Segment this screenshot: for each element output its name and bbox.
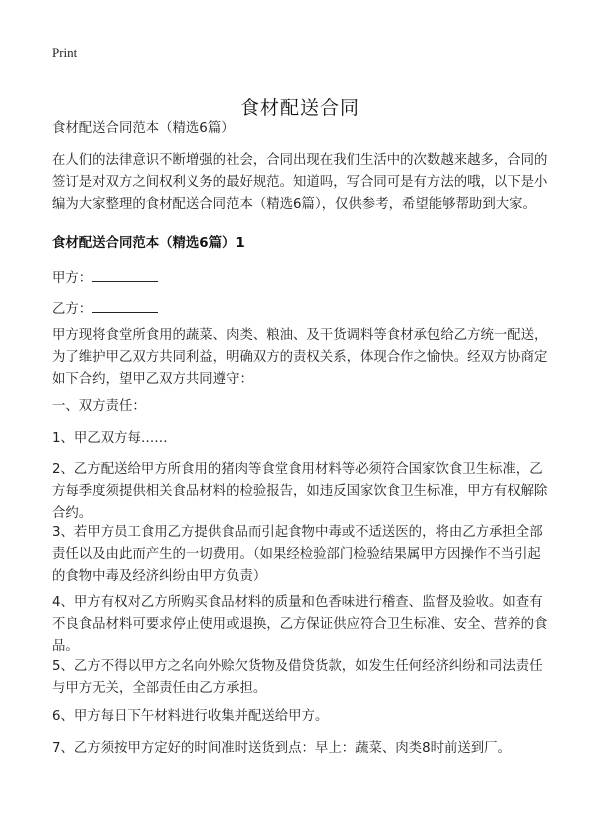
- print-link[interactable]: Print: [52, 45, 78, 60]
- clause-4: 4、甲方有权对乙方所购买食品材料的质量和色香味进行稽查、监督及验收。如查有不良食品材料可要求停止使用或退换，乙方保证供应符合卫生标准、安全、营养的食品。: [52, 595, 548, 654]
- party-a-line: [52, 266, 252, 290]
- intro-paragraph: 在人们的法律意识不断增强的社会，合同出现在我们生活中的次数越来越多，合同的签订是对双方之间权利义务的最好规范。知道吗，写合同可是有方法的哦，以下是小编为大家整理的食材配送合同范本（精选6篇），仅供参考，希望能够帮助到大家。: [52, 153, 548, 212]
- clause-2: 2、乙方配送给甲方所食用的猪肉等食堂食用材料等必须符合国家饮食卫生标准，乙方每季度须提供相关食品材料的检验报告，如违反国家饮食卫生标准，甲方有权解除合约。: [52, 462, 548, 521]
- purpose-paragraph: 甲方现将食堂所食用的蔬菜、肉类、粮油、及干货调料等食材承包给乙方统一配送，为了维护甲乙双方共同利益，明确双方的责权关系，体现合作之愉快。经双方协商定如下合约，望甲乙双方共同遵守：: [52, 328, 548, 387]
- clause-3: 3、若甲方员工食用乙方提供食品而引起食物中毒或不适送医的，将由乙方承担全部责任以及由此而产生的一切费用。（如果经检验部门检验结果属甲方因操作不当引起的食物中毒及经济纠纷由甲方负责）: [52, 525, 543, 584]
- party-a-label: 甲方：: [52, 271, 93, 286]
- clause-6: 6、甲方每日下午材料进行收集并配送给甲方。: [52, 709, 329, 724]
- party-b-line: [52, 297, 252, 321]
- clause-5: 5、乙方不得以甲方之名向外赊欠货物及借贷货款，如发生任何经济纠纷和司法责任与甲方无关，全部责任由乙方承担。: [52, 659, 543, 696]
- document-title: 食材配送合同: [239, 96, 360, 119]
- party-a-blank: [92, 266, 158, 282]
- section-heading: 食材配送合同范本（精选6篇）1: [52, 236, 245, 251]
- document-subtitle: 食材配送合同范本（精选6篇）: [52, 121, 235, 136]
- party-b-label: 乙方：: [52, 302, 93, 317]
- clause-7: 7、乙方须按甲方定好的时间准时送货到点：早上：蔬菜、肉类8时前送到厂。: [52, 741, 511, 756]
- clause-1: 1、甲乙双方每……: [52, 431, 168, 446]
- duties-heading: 一、双方责任：: [52, 399, 146, 414]
- party-b-blank: [92, 297, 158, 313]
